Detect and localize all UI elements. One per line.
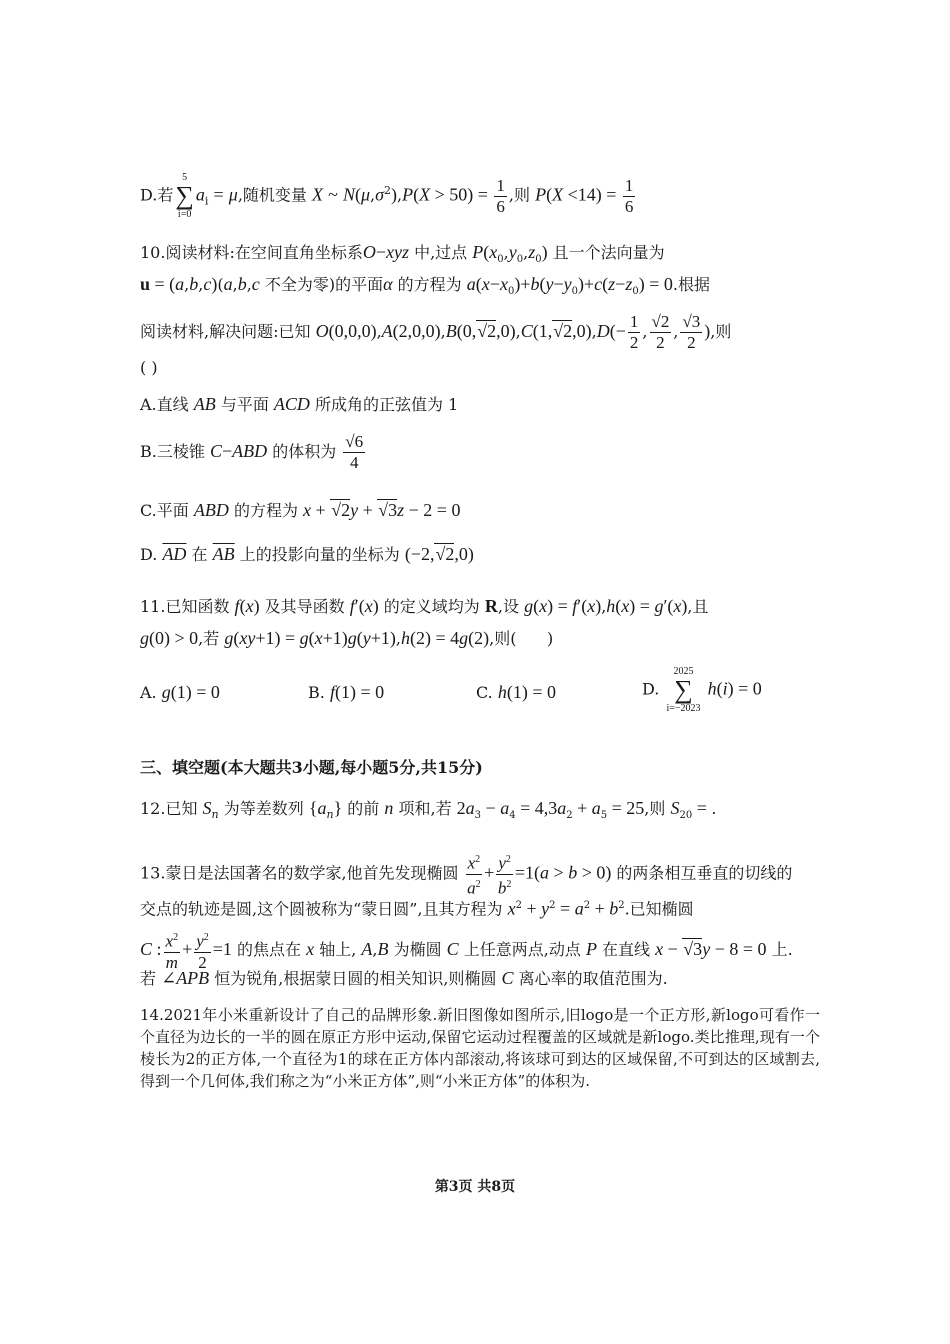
page-number: 第3页 共8页 [434,1179,516,1195]
q13-line-1: 13.蒙日是法国著名的数学家,他首先发现椭圆 $\frac{x^2}{a^2}$ + $\frac{y^2}{b^2}$ =1(a > b > 0) 的两条相互垂直的切线的 [140,850,792,898]
q10-option-d: D. $\overline{AD}$ 在 $\overline{AB}$ 上的投影向量的坐标为 (−2,√2,0) [140,544,474,564]
q11-option-a: A. g(1) = 0 [140,682,220,702]
q11-line-2: g(0) > 0,若 g(xy+1) = g(x+1)g(y+1),h(2) = 4g(2),则( ) [140,628,554,648]
q11-option-d: D. 2025 ∑ i=−2023 h(i) = 0 [642,666,762,714]
q13-line-2: 交点的轨迹是圆,这个圆被称为“蒙日圆”,且其方程为 $x^2 + y^2 = a^2 + b^2$.已知椭圆 [140,898,694,919]
q10-line-3: 阅读材料,解决问题:已知 O(0,0,0),A(2,0,0),B(0,√2,0),C(1,√2,0),D(− $\frac{1}{2}$ , $\frac{√2}{2}$ , $\frac{√3}{2}$ ),则 [140,312,732,352]
q11-option-c: C. h(1) = 0 [476,682,556,702]
q10-line-2: u = (a,b,c)(a,b,c 不全为零)的平面α 的方程为 $a(x-x_0)+b(y-y_0)+c(z-z_0) = 0$.根据 [140,274,710,298]
section-3-heading: 三、填空题(本大题共3小题,每小题5分,共15分) [140,758,483,777]
q9-option-d: D.若 5 ∑ i=0 $a_i = \mu$,随机变量 X ~ $N(\mu,\sigma^2),P(X > 50)$ = $\frac{1}{6}$ ,则 P(X <14) = $\frac{1}{6}$ [140,172,634,220]
q10-option-c: C.平面 ABD 的方程为 x + √2y + √3z − 2 = 0 [140,500,461,520]
q10-answer-blank: ( ) [140,358,158,377]
q10-option-a: A.直线 AB 与平面 ACD 所成角的正弦值为 1 [140,394,459,414]
q11-option-b: B. f(1) = 0 [308,682,385,702]
q10-option-b: B.三棱锥 C−ABD 的体积为 $\frac{√6}{4}$ [140,432,364,472]
q14: 14.2021年小米重新设计了自己的品牌形象.新旧图像如图所示,旧logo是一个正方形,新logo可看作一个直径为边长的一半的圆在原正方形中运动,保留它运动过程覆盖的区域就是新logo.类比推理,现有一个棱长为2的正方体,一个直径为1的球在正方体内部滚动,将该球可到达的区域保留,不可到达的区域割去,得到一个几何体,我们称之为“小米正方体”,则“小米正方体”的体积为. [140,1006,820,1090]
q13-line-4: 若 ∠APB 恒为锐角,根据蒙日圆的相关知识,则椭圆 C 离心率的取值范围为. [140,968,668,988]
q10-line-1: 10.阅读材料:在空间直角坐标系O−xyz 中,过点 $P(x_0,y_0,z_0)$ 且一个法向量为 [140,242,665,266]
q13-line-3: C : $\frac{x^2}{m}$ + $\frac{y^2}{2}$ =1 的焦点在 x 轴上, A,B 为椭圆 C 上任意两点,动点 P 在直线 x − √3y − 8 = 0 上. [140,928,793,973]
q11-line-1: 11.已知函数 f(x) 及其导函数 f′(x) 的定义域均为 R,设 g(x) = f′(x),h(x) = g′(x),且 [140,596,709,616]
q12: 12.已知 $S_n$ 为等差数列 $\{a_n\}$ 的前 n 项和,若 $2a_3 - a_4 = 4,3a_2 + a_5 = 25$,则 $S_{20}$ = . [140,798,717,822]
